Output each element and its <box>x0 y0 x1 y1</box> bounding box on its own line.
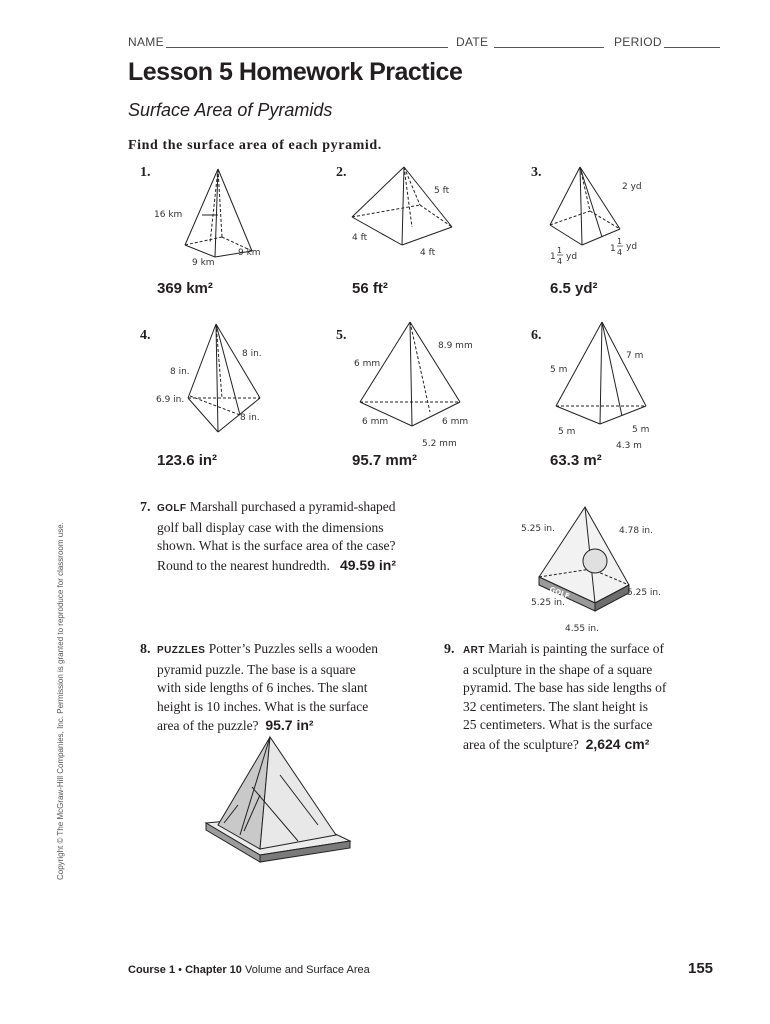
copyright-notice: Copyright © The McGraw-Hill Companies, Inc. Permission is granted to reproduce for classroom use. <box>56 522 65 880</box>
fig3-whole-a: 1 <box>550 252 556 262</box>
problem-7-tag: GOLF <box>157 503 187 514</box>
fig4-label-side: 8 in. <box>240 413 260 423</box>
problem-2-answer: 56 ft² <box>352 280 388 297</box>
fig2-label-side-b: 4 ft <box>420 248 436 258</box>
footer <box>128 964 370 976</box>
problem-5-answer: 95.7 mm² <box>352 452 418 469</box>
date-label: DATE <box>456 35 489 49</box>
fig3-whole-b: 1 <box>610 244 616 254</box>
pyramid-figure-6 <box>546 320 686 450</box>
problem-9-line-4: 32 centimeters. The slant height is <box>463 698 648 714</box>
problem-2-number: 2. <box>336 165 347 180</box>
name-line <box>166 47 448 48</box>
fig4-label-edge: 8 in. <box>242 349 262 359</box>
problem-8-line-1: Potter’s Puzzles sells a wooden <box>208 641 378 656</box>
problem-1-number: 1. <box>140 165 151 180</box>
fig3-label-slant: 2 yd <box>622 182 642 192</box>
fig2-label-slant: 5 ft <box>434 186 450 196</box>
fig3-num-a: 1 <box>557 246 563 255</box>
fig5-label-side-b: 6 mm <box>442 417 469 427</box>
problem-6-number: 6. <box>531 328 542 343</box>
footer-course: Course 1 <box>128 964 176 976</box>
fig3-unit-a: yd <box>566 252 578 262</box>
problem-7-line-2: golf ball display case with the dimensions <box>157 519 384 535</box>
problem-8-line-5: area of the puzzle? <box>157 718 259 733</box>
fig5-label-slant: 8.9 mm <box>438 341 473 351</box>
fig2-label-side-a: 4 ft <box>352 233 368 243</box>
problem-7-number: 7. <box>140 500 151 515</box>
fig6-label-base-height: 4.3 m <box>616 441 642 450</box>
problem-8-line-2: pyramid puzzle. The base is a square <box>157 661 356 677</box>
page-title: Lesson 5 Homework Practice <box>128 58 463 86</box>
fig7-label-side-b: 5.25 in. <box>531 598 565 608</box>
fig5-label-edge: 6 mm <box>354 359 381 369</box>
problem-9-tag: ART <box>463 645 485 656</box>
problem-7-line-1: Marshall purchased a pyramid-shaped <box>189 499 396 514</box>
fig3-den-b: 4 <box>617 248 623 257</box>
problem-9-line-6: area of the sculpture? <box>463 736 579 752</box>
period-line <box>664 47 720 48</box>
problem-8-tag: PUZZLES <box>157 645 206 656</box>
problem-8-answer: 95.7 in² <box>265 717 314 733</box>
page-number: 155 <box>688 960 714 977</box>
problem-7-line-3: shown. What is the surface area of the case? <box>157 538 396 553</box>
pyramid-puzzle-figure <box>200 735 360 865</box>
problem-6-answer: 63.3 m² <box>550 452 602 469</box>
problem-1-answer: 369 km² <box>157 280 213 297</box>
golf-display-figure <box>515 505 675 635</box>
problem-9-line-5: 25 centimeters. What is the surface <box>463 717 653 732</box>
pyramid-figure-2 <box>340 165 480 265</box>
pyramid-figure-3 <box>540 165 680 275</box>
fig3-unit-b: yd <box>626 242 638 252</box>
footer-chapter-title: Volume and Surface Area <box>244 964 370 976</box>
fig4-label-slant: 8 in. <box>170 367 190 377</box>
problem-8-number: 8. <box>140 642 151 657</box>
fig7-label-base-height: 4.55 in. <box>565 624 599 634</box>
problem-3-answer: 6.5 yd² <box>550 280 598 297</box>
fig7-label-edge: 5.25 in. <box>521 524 555 534</box>
fig7-label-side-a: 5.25 in. <box>627 588 661 598</box>
problem-4-answer: 123.6 in² <box>157 452 218 469</box>
instructions: Find the surface area of each pyramid. <box>128 138 382 153</box>
problem-4-number: 4. <box>140 328 151 343</box>
pyramid-figure-1 <box>140 165 300 275</box>
problem-9-line-1: Mariah is painting the surface of <box>488 641 664 656</box>
fig1-label-side-b: 9 km <box>192 258 215 268</box>
problem-9-line-3: pyramid. The base has side lengths of <box>463 680 667 695</box>
fig6-label-edge: 5 m <box>550 365 568 375</box>
fig6-label-slant: 7 m <box>626 351 644 361</box>
problem-8-line-4: height is 10 inches. What is the surface <box>157 698 369 714</box>
problem-7-answer: 49.59 in² <box>339 556 396 573</box>
fig5-label-side-a: 6 mm <box>362 417 389 427</box>
problem-5-number: 5. <box>336 328 347 343</box>
fig4-label-base-height: 6.9 in. <box>156 395 185 405</box>
pyramid-figure-5 <box>350 320 490 450</box>
problem-9-answer: 2,624 cm² <box>585 735 650 752</box>
footer-bullet: • <box>178 964 182 976</box>
fig1-label-side-a: 9 km <box>238 248 261 258</box>
problem-3-number: 3. <box>531 165 542 180</box>
problem-7-line-4: Round to the nearest hundredth. <box>157 557 330 573</box>
fig3-den-a: 4 <box>557 257 563 266</box>
fig6-label-side-a: 5 m <box>558 427 576 437</box>
problem-7-text <box>157 498 477 575</box>
fig3-num-b: 1 <box>617 237 623 246</box>
fig6-label-side-b: 5 m <box>632 425 650 435</box>
name-label: NAME <box>128 35 164 49</box>
fig1-label-slant: 16 km <box>154 210 183 220</box>
fig7-label-slant: 4.78 in. <box>619 526 653 536</box>
page-subtitle: Surface Area of Pyramids <box>128 100 333 120</box>
period-label: PERIOD <box>614 35 662 49</box>
problem-9-number: 9. <box>444 642 455 657</box>
footer-chapter: Chapter 10 <box>185 964 242 976</box>
problem-9-text <box>463 640 733 754</box>
date-line <box>494 47 604 48</box>
problem-8-text <box>157 640 437 736</box>
golf-base-text: GOLF <box>548 585 571 601</box>
fig5-label-base-height: 5.2 mm <box>422 439 457 449</box>
pyramid-figure-4 <box>150 320 290 440</box>
problem-9-line-2: a sculpture in the shape of a square <box>463 661 653 677</box>
problem-8-line-3: with side lengths of 6 inches. The slant <box>157 680 368 695</box>
